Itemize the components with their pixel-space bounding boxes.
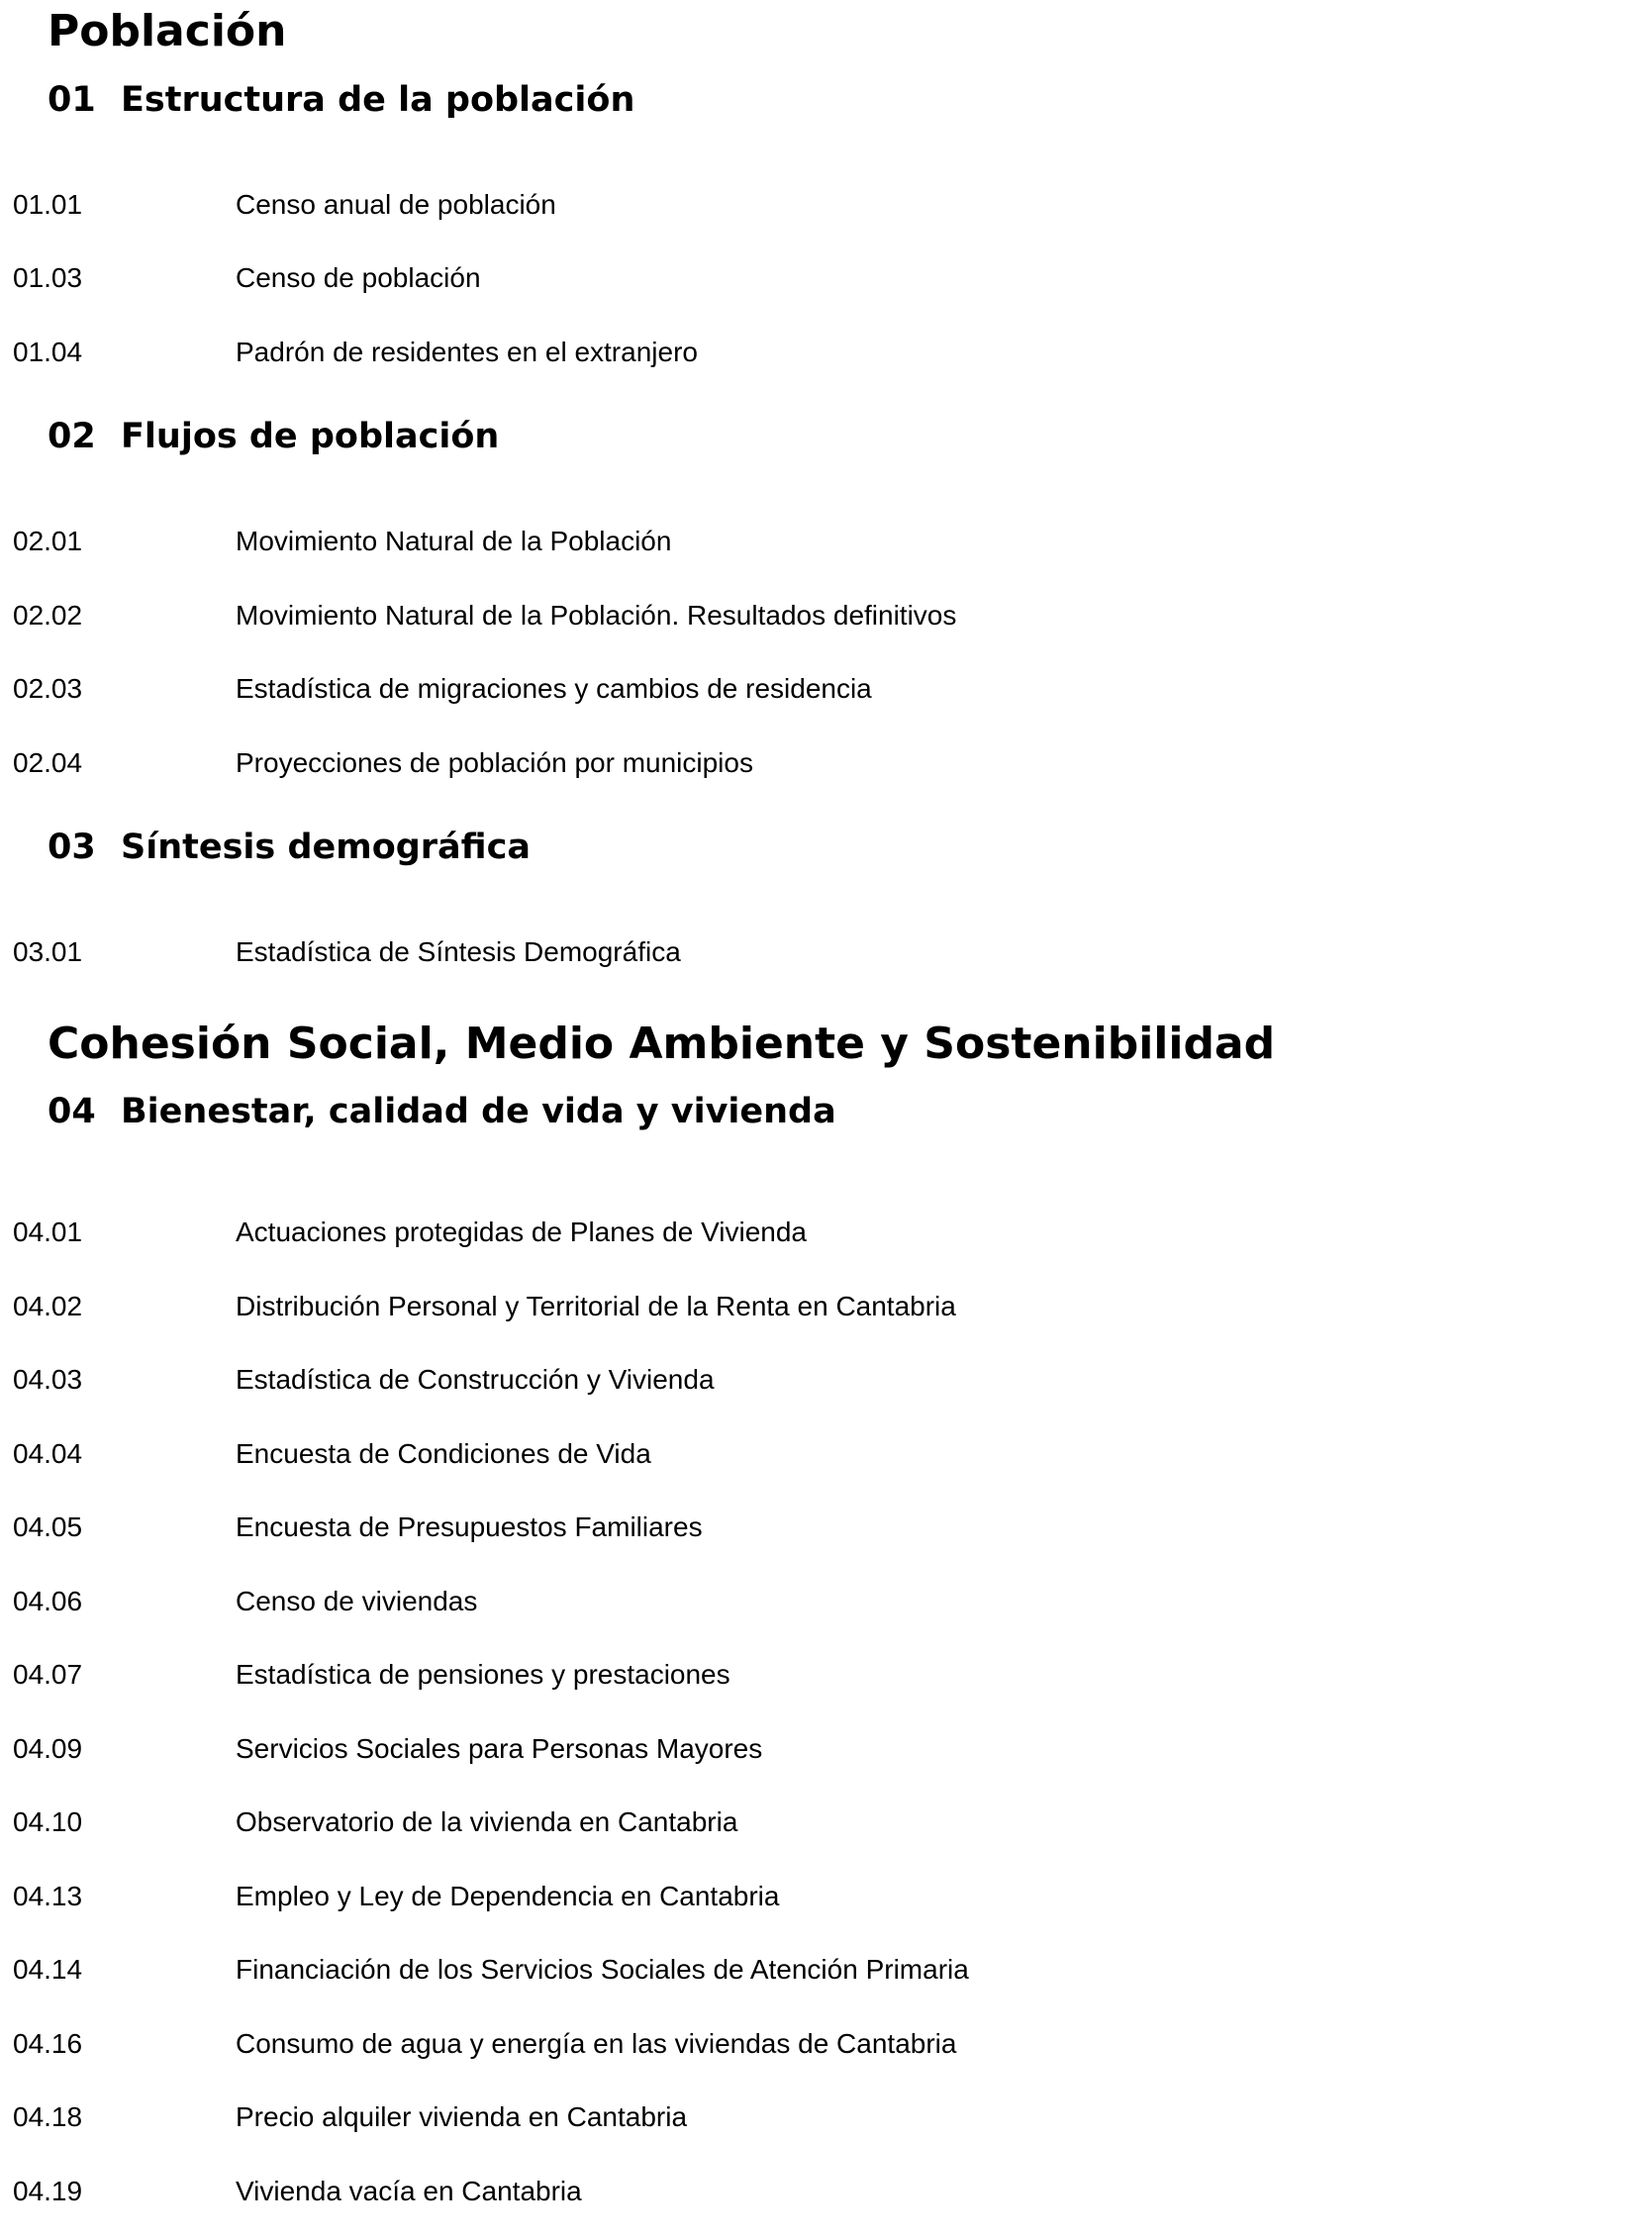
list-item-04-18 [0,2099,1386,2135]
item-code: 03.01 [13,936,83,967]
section-heading-02 [48,417,500,456]
item-code: 04.16 [13,2028,83,2059]
section-number: 02 [48,417,96,456]
item-title: Encuesta de Condiciones de Vida [236,1438,651,1469]
item-code: 04.01 [13,1217,83,1247]
item-title: Financiación de los Servicios Sociales de Atención Primaria [236,1954,969,1985]
item-code: 04.02 [13,1291,83,1321]
section-title: Flujos de población [121,417,500,456]
list-item-04-02 [0,1289,1386,1324]
item-code: 04.04 [13,1438,83,1469]
item-title: Estadística de Síntesis Demográfica [236,936,681,967]
section-number: 04 [48,1092,96,1131]
item-code: 04.14 [13,1954,83,1985]
item-code: 01.03 [13,262,83,293]
item-code: 04.05 [13,1511,83,1542]
section-title: Síntesis demográfica [121,827,531,867]
item-code: 01.04 [13,337,83,367]
item-code: 04.10 [13,1806,83,1837]
item-code: 04.09 [13,1733,83,1764]
list-item-04-14 [0,1952,1386,1988]
item-code: 01.01 [13,189,83,220]
item-code: 04.03 [13,1364,83,1395]
section-number: 03 [48,827,96,867]
list-item-04-07 [0,1657,1386,1693]
item-title: Estadística de pensiones y prestaciones [236,1659,730,1690]
section-title: Estructura de la población [121,80,635,120]
list-item-02-02 [0,598,1386,633]
list-item-04-09 [0,1731,1386,1767]
item-title: Estadística de Construcción y Vivienda [236,1364,715,1395]
list-item-01-03 [0,260,1386,296]
item-title: Distribución Personal y Territorial de la Renta en Cantabria [236,1291,956,1321]
item-title: Precio alquiler vivienda en Cantabria [236,2101,688,2132]
section-heading-04 [48,1092,836,1131]
list-item-04-04 [0,1436,1386,1472]
section-heading-01 [48,80,635,120]
list-item-04-16 [0,2026,1386,2062]
item-code: 02.03 [13,673,83,704]
section-number: 01 [48,80,96,120]
item-title: Movimiento Natural de la Población [236,526,672,556]
item-title: Estadística de migraciones y cambios de residencia [236,673,872,704]
item-title: Censo de población [236,262,481,293]
item-title: Empleo y Ley de Dependencia en Cantabria [236,1881,780,1911]
list-item-01-01 [0,187,1386,223]
list-item-02-03 [0,671,1386,707]
part-title-poblacion: Población [48,6,287,56]
part-title-cohesion-social: Cohesión Social, Medio Ambiente y Sostenibilidad [48,1019,1276,1069]
item-code: 04.18 [13,2101,83,2132]
list-item-02-01 [0,524,1386,559]
list-item-04-13 [0,1879,1386,1914]
item-title: Actuaciones protegidas de Planes de Vivienda [236,1217,807,1247]
item-title: Servicios Sociales para Personas Mayores [236,1733,763,1764]
list-item-04-05 [0,1509,1386,1545]
item-code: 02.02 [13,600,83,631]
item-code: 04.19 [13,2176,83,2206]
item-title: Censo anual de población [236,189,556,220]
item-title: Observatorio de la vivienda en Cantabria [236,1806,738,1837]
list-item-04-03 [0,1362,1386,1398]
item-code: 04.07 [13,1659,83,1690]
item-code: 02.04 [13,747,83,778]
section-title: Bienestar, calidad de vida y vivienda [121,1092,836,1131]
list-item-04-01 [0,1215,1386,1250]
item-title: Censo de viviendas [236,1586,478,1616]
list-item-02-04 [0,745,1386,781]
item-code: 04.06 [13,1586,83,1616]
list-item-04-19 [0,2174,1386,2209]
list-item-03-01 [0,934,1386,970]
item-title: Proyecciones de población por municipios [236,747,753,778]
item-title: Encuesta de Presupuestos Familiares [236,1511,703,1542]
item-title: Movimiento Natural de la Población. Resultados definitivos [236,600,957,631]
item-code: 04.13 [13,1881,83,1911]
list-item-01-04 [0,335,1386,370]
item-code: 02.01 [13,526,83,556]
list-item-04-06 [0,1584,1386,1619]
item-title: Consumo de agua y energía en las viviendas de Cantabria [236,2028,957,2059]
item-title: Padrón de residentes en el extranjero [236,337,698,367]
list-item-04-10 [0,1804,1386,1840]
section-heading-03 [48,827,531,867]
item-title: Vivienda vacía en Cantabria [236,2176,582,2206]
